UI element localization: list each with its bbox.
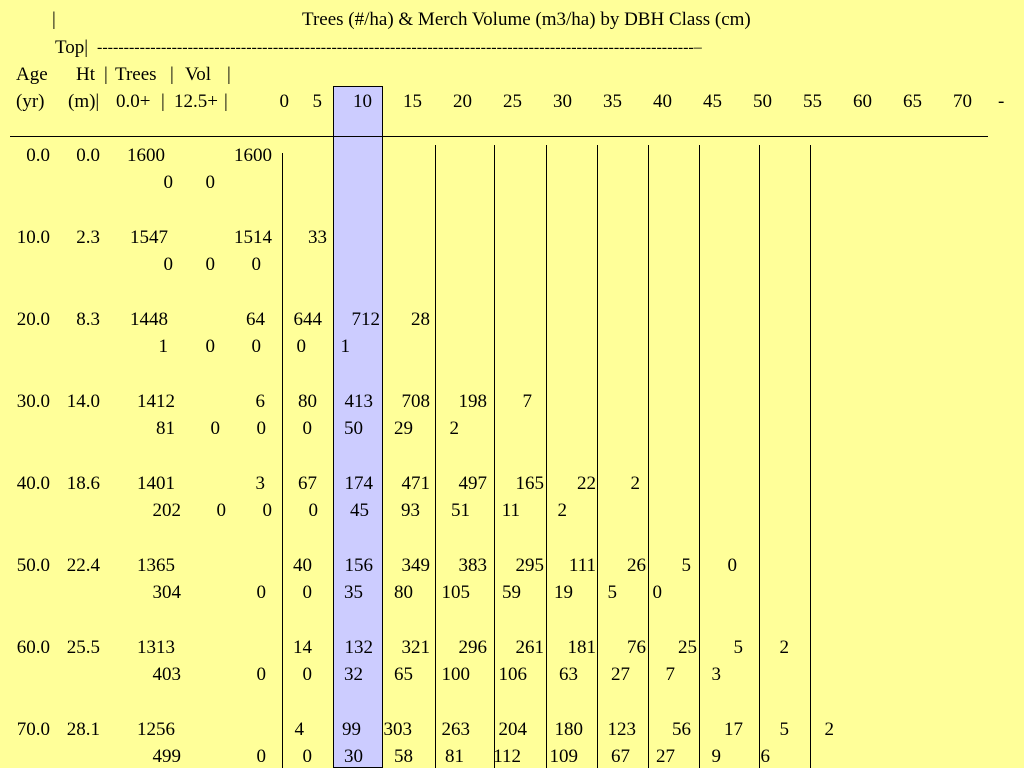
dbh-class-header: 25	[503, 91, 522, 112]
column-rule	[810, 145, 811, 768]
volume-cell: 32	[344, 664, 363, 685]
tree-count-cell: 1514	[234, 227, 272, 248]
trees-total-cell: 1313	[137, 637, 175, 658]
volume-cell: 11	[501, 500, 520, 521]
age-cell: 50.0	[16, 555, 50, 576]
tree-count-cell: 303	[383, 719, 412, 740]
tree-count-cell: 17	[724, 719, 743, 740]
tree-count-cell: 165	[515, 473, 544, 494]
trees-total-cell: 1547	[130, 227, 168, 248]
volume-cell: 112	[493, 746, 521, 767]
tree-count-cell: 712	[351, 309, 380, 330]
column-rule	[759, 145, 760, 768]
volume-cell: 0	[302, 418, 312, 439]
vol-total-cell: 304	[152, 582, 181, 603]
age-cell: 70.0	[16, 719, 50, 740]
tree-count-cell: 0	[727, 555, 737, 576]
tree-count-cell: 708	[401, 391, 430, 412]
tree-count-cell: 76	[627, 637, 646, 658]
volume-cell: 30	[344, 746, 363, 767]
tree-count-cell: 56	[672, 719, 691, 740]
column-rule	[699, 145, 700, 768]
tree-count-cell: 2	[779, 637, 789, 658]
vol-total-cell: 1	[158, 336, 168, 357]
column-rule	[494, 145, 495, 768]
dbh-class-header: 30	[553, 91, 572, 112]
tree-count-cell: 33	[308, 227, 327, 248]
tree-count-cell: 64	[246, 309, 265, 330]
dbh-class-header: 45	[703, 91, 722, 112]
header-sep: |	[170, 64, 174, 85]
dbh-class-header: 0	[279, 91, 289, 112]
volume-cell: 0	[163, 254, 173, 275]
vol-label: Vol	[185, 64, 212, 85]
volume-cell: 1	[340, 336, 350, 357]
tree-count-cell: 263	[441, 719, 470, 740]
yr-label: (yr)	[16, 91, 45, 112]
tree-count-cell: 6	[255, 391, 265, 412]
header-sep: |	[161, 91, 165, 112]
volume-cell: 0	[205, 336, 215, 357]
height-cell: 0.0	[76, 145, 100, 166]
vol-total-cell: 403	[152, 664, 181, 685]
tree-count-cell: 4	[294, 719, 304, 740]
dbh-class-header: 60	[853, 91, 872, 112]
volume-cell: 0	[308, 500, 318, 521]
volume-cell: 0	[302, 582, 312, 603]
header-dashes: ----------------------------------------------------------------------------------------------------------------–	[97, 39, 702, 56]
volume-cell: 63	[559, 664, 578, 685]
volume-cell: 2	[449, 418, 459, 439]
tree-count-cell: 111	[568, 555, 596, 576]
trees-total-cell: 1412	[137, 391, 175, 412]
volume-cell: 29	[394, 418, 413, 439]
tree-count-cell: 413	[344, 391, 373, 412]
dbh-class-header: 10	[353, 91, 372, 112]
height-cell: 22.4	[66, 555, 100, 576]
age-cell: 60.0	[16, 637, 50, 658]
volume-cell: 27	[611, 664, 630, 685]
tree-count-cell: 198	[458, 391, 487, 412]
tree-count-cell: 644	[293, 309, 322, 330]
volume-cell: 0	[256, 582, 266, 603]
dbh-class-header: 65	[903, 91, 922, 112]
volume-cell: 0	[262, 500, 272, 521]
trees-total-cell: 1448	[130, 309, 168, 330]
volume-cell: 0	[205, 172, 215, 193]
volume-cell: 6	[760, 746, 770, 767]
tree-count-cell: 7	[522, 391, 532, 412]
trees-total-cell: 1401	[137, 473, 175, 494]
volume-cell: 0	[205, 254, 215, 275]
volume-cell: 0	[256, 418, 266, 439]
vol-total-cell: 499	[152, 746, 181, 767]
vol-total-cell: 202	[152, 500, 181, 521]
height-cell: 2.3	[76, 227, 100, 248]
vol-min-label: 12.5+	[174, 91, 218, 112]
volume-cell: 2	[557, 500, 567, 521]
header-trailing: -	[998, 91, 1005, 112]
volume-cell: 67	[611, 746, 630, 767]
volume-cell: 59	[502, 582, 521, 603]
tree-count-cell: 22	[577, 473, 596, 494]
age-cell: 10.0	[16, 227, 50, 248]
column-rule	[282, 153, 283, 768]
dbh-class-header: 15	[403, 91, 422, 112]
dbh-class-header: 70	[953, 91, 972, 112]
tree-count-cell: 181	[567, 637, 596, 658]
vol-total-cell: 81	[156, 418, 175, 439]
ht-label: Ht	[76, 64, 95, 85]
height-cell: 25.5	[66, 637, 100, 658]
tree-count-cell: 26	[627, 555, 646, 576]
column-rule	[597, 145, 598, 768]
table-title: Trees (#/ha) & Merch Volume (m3/ha) by DBH Class (cm)	[302, 9, 751, 30]
volume-cell: 105	[441, 582, 470, 603]
tree-count-cell: 14	[293, 637, 312, 658]
volume-cell: 0	[256, 664, 266, 685]
trees-total-cell: 1600	[127, 145, 165, 166]
height-cell: 8.3	[76, 309, 100, 330]
volume-cell: 109	[549, 746, 578, 767]
dbh-class-header: 40	[653, 91, 672, 112]
column-rule	[648, 145, 649, 768]
volume-cell: 35	[344, 582, 363, 603]
volume-cell: 0	[256, 746, 266, 767]
volume-cell: 3	[711, 664, 721, 685]
volume-cell: 51	[451, 500, 470, 521]
trees-min-label: 0.0+	[116, 91, 151, 112]
tree-count-cell: 2	[824, 719, 834, 740]
volume-cell: 0	[216, 500, 226, 521]
height-cell: 14.0	[66, 391, 100, 412]
tree-count-cell: 2	[630, 473, 640, 494]
volume-cell: 100	[441, 664, 470, 685]
tree-count-cell: 5	[779, 719, 789, 740]
tree-count-cell: 99	[342, 719, 361, 740]
volume-cell: 5	[607, 582, 617, 603]
volume-cell: 93	[401, 500, 420, 521]
volume-cell: 0	[251, 254, 261, 275]
tree-count-cell: 471	[401, 473, 430, 494]
tree-count-cell: 132	[344, 637, 373, 658]
tree-count-cell: 67	[298, 473, 317, 494]
volume-cell: 7	[665, 664, 675, 685]
tree-count-cell: 5	[681, 555, 691, 576]
trees-total-cell: 1256	[137, 719, 175, 740]
age-cell: 40.0	[16, 473, 50, 494]
volume-cell: 80	[394, 582, 413, 603]
dbh-class-header: 55	[803, 91, 822, 112]
header-sep: |	[227, 64, 231, 85]
header-rule	[10, 136, 988, 137]
volume-cell: 27	[656, 746, 675, 767]
volume-cell: 50	[344, 418, 363, 439]
volume-cell: 0	[251, 336, 261, 357]
tree-count-cell: 40	[293, 555, 312, 576]
tree-count-cell: 25	[678, 637, 697, 658]
tree-count-cell: 497	[458, 473, 487, 494]
volume-cell: 0	[210, 418, 220, 439]
tree-count-cell: 123	[607, 719, 636, 740]
column-rule	[546, 145, 547, 768]
height-cell: 18.6	[66, 473, 100, 494]
tree-count-cell: 204	[498, 719, 527, 740]
tree-count-cell: 80	[298, 391, 317, 412]
header-sep: |	[104, 64, 108, 85]
dbh-class-header: 50	[753, 91, 772, 112]
volume-cell: 0	[302, 746, 312, 767]
volume-cell: 0	[163, 172, 173, 193]
tree-count-cell: 321	[401, 637, 430, 658]
volume-cell: 65	[394, 664, 413, 685]
dbh-class-header: 20	[453, 91, 472, 112]
tree-count-cell: 261	[515, 637, 544, 658]
trees-label: Trees	[115, 64, 157, 85]
tree-count-cell: 5	[733, 637, 743, 658]
dbh-class-header: 5	[312, 91, 322, 112]
volume-cell: 58	[394, 746, 413, 767]
volume-cell: 0	[302, 664, 312, 685]
volume-cell: 0	[296, 336, 306, 357]
tree-count-cell: 383	[458, 555, 487, 576]
tree-count-cell: 174	[344, 473, 373, 494]
tree-count-cell: 296	[458, 637, 487, 658]
age-label: Age	[16, 64, 48, 85]
tree-count-cell: 28	[411, 309, 430, 330]
volume-cell: 9	[711, 746, 721, 767]
tree-count-cell: 3	[255, 473, 265, 494]
column-rule	[435, 145, 436, 768]
volume-cell: 45	[350, 500, 369, 521]
tree-count-cell: 180	[554, 719, 583, 740]
age-cell: 0.0	[26, 145, 50, 166]
header-sep: |	[224, 91, 228, 112]
volume-cell: 81	[445, 746, 464, 767]
height-cell: 28.1	[66, 719, 100, 740]
age-cell: 30.0	[16, 391, 50, 412]
volume-cell: 19	[554, 582, 573, 603]
tree-count-cell: 295	[515, 555, 544, 576]
volume-cell: 0	[652, 582, 662, 603]
age-cell: 20.0	[16, 309, 50, 330]
volume-cell: 106	[498, 664, 527, 685]
header-bar: |	[52, 9, 56, 30]
dbh-class-header: 35	[603, 91, 622, 112]
tree-count-cell: 1600	[234, 145, 272, 166]
tree-count-cell: 156	[344, 555, 373, 576]
tree-count-cell: 349	[401, 555, 430, 576]
trees-total-cell: 1365	[137, 555, 175, 576]
m-label: (m)|	[68, 91, 100, 112]
top-label: Top|	[55, 37, 89, 58]
